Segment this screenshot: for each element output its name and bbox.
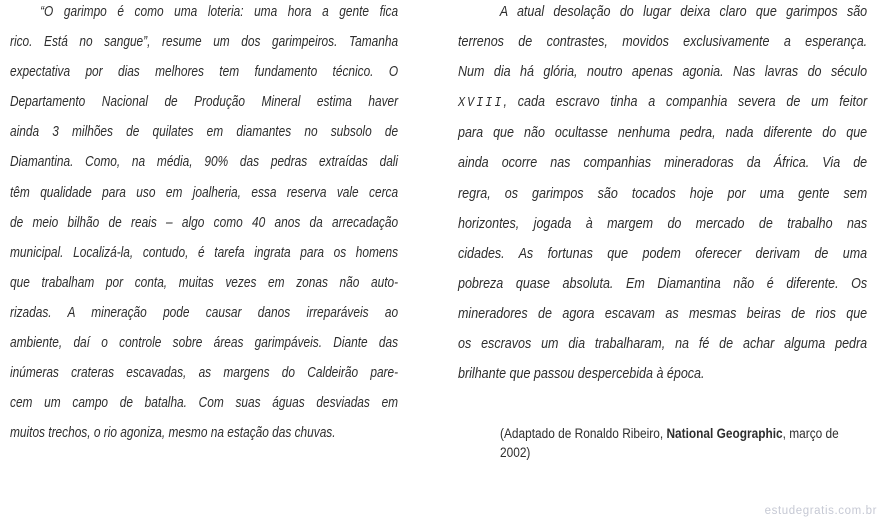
text-segment: têm qualidade para uso em joalheria, essa reserva vale cerca — [10, 183, 399, 201]
text-segment: rizadas. A mineração pode causar danos irreparáveis ao — [10, 303, 399, 321]
text-segment: A atual desolação do lugar deixa claro que garimpos são — [499, 3, 868, 20]
text-segment: mineradores de agora escavam as mesmas beiras de rios que — [458, 304, 868, 322]
text-line — [10, 178, 398, 208]
text-segment: inúmeras crateras escavadas, as margens do Caldeirão pare- — [10, 364, 399, 382]
text-segment: horizontes, jogada à margem do mercado de trabalho nas — [458, 214, 868, 232]
text-line — [458, 0, 867, 27]
text-segment: regra, os garimpos são tocados hoje por uma gente sem — [458, 184, 868, 202]
text-line — [458, 269, 867, 299]
text-line — [10, 117, 398, 147]
right-text-column — [458, 0, 867, 389]
text-segment: Diamantina. Como, na média, 90% das pedras extraídas dali — [10, 153, 399, 171]
text-segment: rico. Está no sangue”, resume um dos garimpeiros. Tamanha — [10, 33, 399, 51]
text-line — [458, 359, 867, 389]
text-segment: ambiente, daí o controle sobre áreas garimpáveis. Diante das — [10, 334, 399, 352]
text-segment: (Adaptado de Ronaldo Ribeiro, — [500, 426, 667, 441]
text-line — [458, 118, 867, 148]
text-line — [458, 27, 867, 57]
text-segment: pobreza quase absoluta. Em Diamantina não é diferente. Os — [458, 274, 868, 292]
site-watermark: estudegratis.com.br — [764, 505, 877, 517]
text-segment: cidades. As fortunas que podem oferecer derivam de uma — [458, 244, 868, 262]
text-line — [10, 268, 398, 298]
text-line — [500, 443, 878, 462]
text-segment: municipal. Localizá-la, contudo, é tarefa ingrata para os homens — [10, 243, 399, 261]
text-line — [10, 238, 398, 268]
text-line — [10, 298, 398, 328]
text-line — [458, 239, 867, 269]
text-segment: ainda 3 milhões de quilates em diamantes no subsolo de — [10, 123, 399, 141]
text-segment: ainda ocorre nas companhias mineradoras da África. Via de — [458, 154, 868, 172]
text-segment: muitos trechos, o rio agoniza, mesmo na estação das chuvas. — [10, 424, 336, 442]
text-segment: que trabalham por conta, muitas vezes em zonas não auto- — [10, 273, 399, 291]
source-attribution — [500, 424, 878, 462]
text-segment: , março de — [782, 426, 839, 441]
text-line — [500, 424, 878, 443]
text-line — [458, 299, 867, 329]
text-line — [458, 57, 867, 87]
text-line — [10, 388, 398, 418]
text-segment: “O garimpo é como uma loteria: uma hora a gente fica — [40, 3, 399, 20]
text-segment: Departamento Nacional de Produção Mineral estima haver — [10, 93, 399, 111]
text-line — [458, 148, 867, 178]
text-line — [10, 27, 398, 57]
text-segment: os escravos um dia trabalharam, na fé de achar alguma pedra — [458, 335, 868, 353]
text-line — [10, 328, 398, 358]
text-segment: brilhante que passou despercebida à época. — [458, 365, 705, 383]
text-line — [10, 358, 398, 388]
text-segment: cem um campo de batalha. Com suas águas desviadas em — [10, 394, 399, 412]
text-segment: para que não ocultasse nenhuma pedra, nada diferente do que — [458, 124, 868, 142]
text-segment: terrenos de contrastes, movidos exclusivamente a esperança. — [458, 33, 868, 51]
text-line — [10, 418, 398, 448]
text-segment: 2002) — [500, 445, 531, 460]
text-line — [10, 0, 398, 27]
text-segment: expectativa por dias melhores tem fundamento técnico. O — [10, 63, 399, 81]
text-segment: Num dia há glória, noutro apenas agonia. Nas lavras do século — [458, 63, 868, 81]
text-line — [458, 87, 867, 118]
text-segment: , cada escravo tinha a companhia severa de um feitor — [503, 93, 868, 111]
text-line — [458, 209, 867, 239]
text-line — [10, 57, 398, 87]
text-line — [10, 147, 398, 177]
text-segment: de meio bilhão de reais – algo como 40 anos da arrecadação — [10, 213, 399, 231]
text-line — [10, 208, 398, 238]
text-line — [10, 87, 398, 117]
left-text-column — [10, 0, 398, 448]
mono-text-segment: XVIII — [458, 95, 504, 112]
text-line — [458, 179, 867, 209]
text-line — [458, 329, 867, 359]
bold-text-segment: National Geographic — [666, 426, 783, 441]
